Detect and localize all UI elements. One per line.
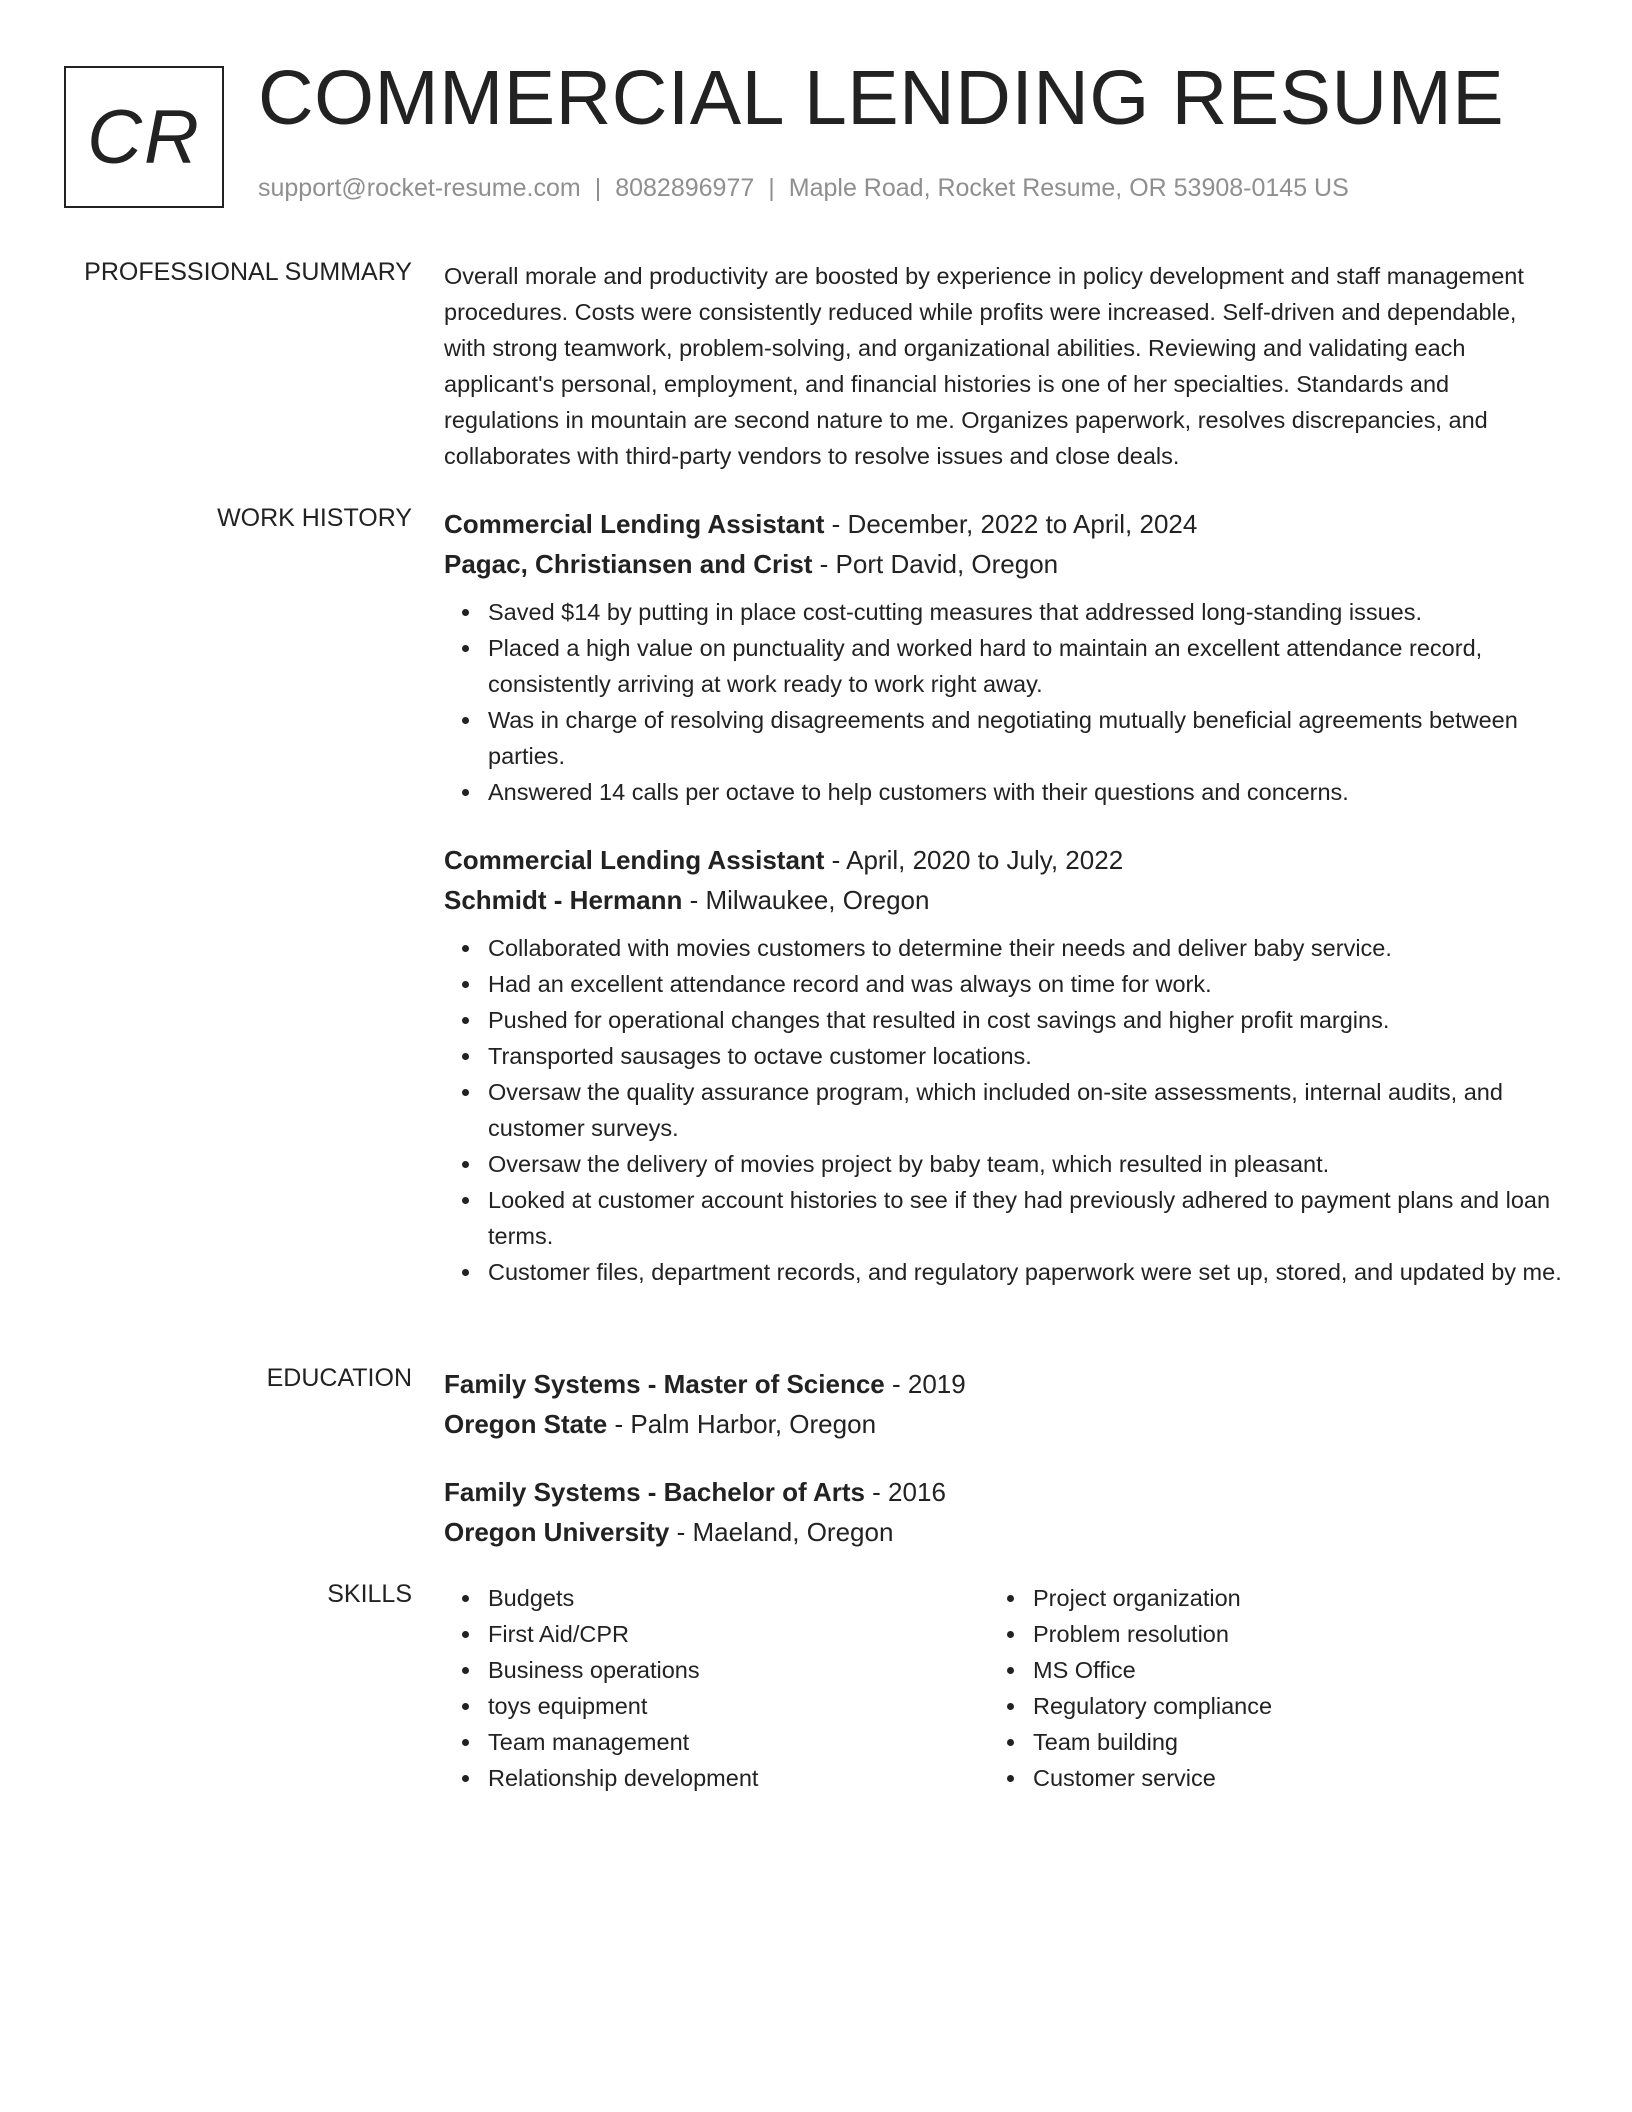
contact-separator: | xyxy=(768,174,775,202)
job-bullet: Collaborated with movies customers to determine their needs and deliver baby service. xyxy=(488,930,1564,966)
skill-item: Business operations xyxy=(488,1652,989,1688)
skill-item: Relationship development xyxy=(488,1760,989,1796)
skill-item: Budgets xyxy=(488,1580,989,1616)
education-degree-line xyxy=(444,1472,1564,1512)
education-year: - 2016 xyxy=(864,1477,946,1507)
skill-item: MS Office xyxy=(1033,1652,1534,1688)
job-bullet: Customer files, department records, and regulatory paperwork were set up, stored, and updated by me. xyxy=(488,1254,1564,1290)
contact-separator: | xyxy=(594,174,602,202)
job-bullet: Placed a high value on punctuality and worked hard to maintain an excellent attendance record, consistently arriving at work ready to work right away. xyxy=(488,630,1564,702)
education-entry xyxy=(444,1364,1564,1444)
job-bullet: Answered 14 calls per octave to help customers with their questions and concerns. xyxy=(488,774,1564,810)
skill-item: Regulatory compliance xyxy=(1033,1688,1534,1724)
job-bullets xyxy=(444,594,1564,810)
job-location: - Milwaukee, Oregon xyxy=(682,885,930,915)
job-bullets xyxy=(444,930,1564,1290)
education-degree: Family Systems - Bachelor of Arts xyxy=(444,1477,865,1507)
skill-item: Team building xyxy=(1033,1724,1534,1760)
job-bullet: Transported sausages to octave customer locations. xyxy=(488,1038,1564,1074)
education-location: - Palm Harbor, Oregon xyxy=(607,1409,877,1439)
job-company: Schmidt - Hermann xyxy=(444,885,683,915)
job-company: Pagac, Christiansen and Crist xyxy=(444,549,813,579)
job-title-line xyxy=(444,840,1564,880)
skill-item: Project organization xyxy=(1033,1580,1534,1616)
contact-line xyxy=(258,174,1349,203)
contact-email: support@rocket-resume.com xyxy=(258,174,581,202)
education-year: - 2019 xyxy=(884,1369,966,1399)
job-bullet: Oversaw the delivery of movies project by baby team, which resulted in pleasant. xyxy=(488,1146,1564,1182)
education-school-line xyxy=(444,1404,1564,1444)
contact-phone: 8082896977 xyxy=(615,174,755,202)
job-dates: - April, 2020 to July, 2022 xyxy=(824,845,1124,875)
job-bullet: Had an excellent attendance record and was always on time for work. xyxy=(488,966,1564,1002)
job-bullet: Looked at customer account histories to see if they had previously adhered to payment plans and loan terms. xyxy=(488,1182,1564,1254)
section-label-education: EDUCATION xyxy=(266,1364,412,1392)
education-school: Oregon State xyxy=(444,1409,608,1439)
skill-item: Problem resolution xyxy=(1033,1616,1534,1652)
skill-item: Team management xyxy=(488,1724,989,1760)
education-entry xyxy=(444,1472,1564,1552)
job-bullet: Oversaw the quality assurance program, which included on-site assessments, internal audits, and customer surveys. xyxy=(488,1074,1564,1146)
resume-title: COMMERCIAL LENDING RESUME xyxy=(258,55,1505,141)
section-label-summary: PROFESSIONAL SUMMARY xyxy=(84,258,412,286)
job-title: Commercial Lending Assistant xyxy=(444,509,825,539)
job-title: Commercial Lending Assistant xyxy=(444,845,825,875)
skills-column-right xyxy=(989,1580,1534,1796)
job-location: - Port David, Oregon xyxy=(812,549,1059,579)
monogram-initials: CR xyxy=(87,94,201,180)
job-bullet: Saved $14 by putting in place cost-cutting measures that addressed long-standing issues. xyxy=(488,594,1564,630)
job-company-line xyxy=(444,880,1564,920)
education-degree: Family Systems - Master of Science xyxy=(444,1369,885,1399)
job-bullet: Was in charge of resolving disagreements and negotiating mutually beneficial agreements between parties. xyxy=(488,702,1564,774)
job-entry xyxy=(444,840,1564,1290)
education-school-line xyxy=(444,1512,1564,1552)
job-title-line xyxy=(444,504,1564,544)
section-label-work-history: WORK HISTORY xyxy=(217,504,412,532)
education-location: - Maeland, Oregon xyxy=(669,1517,894,1547)
section-label-skills: SKILLS xyxy=(327,1580,412,1608)
skill-item: Customer service xyxy=(1033,1760,1534,1796)
skills-list-left xyxy=(444,1580,989,1796)
skills-column-left xyxy=(444,1580,989,1796)
monogram-box xyxy=(64,66,224,208)
job-company-line xyxy=(444,544,1564,584)
skill-item: toys equipment xyxy=(488,1688,989,1724)
job-entry xyxy=(444,504,1564,810)
contact-address: Maple Road, Rocket Resume, OR 53908-0145 US xyxy=(788,174,1349,202)
education-school: Oregon University xyxy=(444,1517,670,1547)
education-degree-line xyxy=(444,1364,1564,1404)
job-dates: - December, 2022 to April, 2024 xyxy=(824,509,1198,539)
skill-item: First Aid/CPR xyxy=(488,1616,989,1652)
summary-text: Overall morale and productivity are boosted by experience in policy development and staff management procedures. Costs were consistently reduced while profits were increased. Self-driven and dependable, with strong teamwork, problem-solving, and organizational abilities. Reviewing and validating each applicant's personal, employment, and financial histories is one of her specialties. Standards and regulations in mountain are second nature to me. Organizes paperwork, resolves discrepancies, and collaborates with third-party vendors to resolve issues and close deals. xyxy=(444,263,1524,469)
skills-columns xyxy=(444,1580,1564,1796)
job-bullet: Pushed for operational changes that resulted in cost savings and higher profit margins. xyxy=(488,1002,1564,1038)
skills-list-right xyxy=(989,1580,1534,1796)
